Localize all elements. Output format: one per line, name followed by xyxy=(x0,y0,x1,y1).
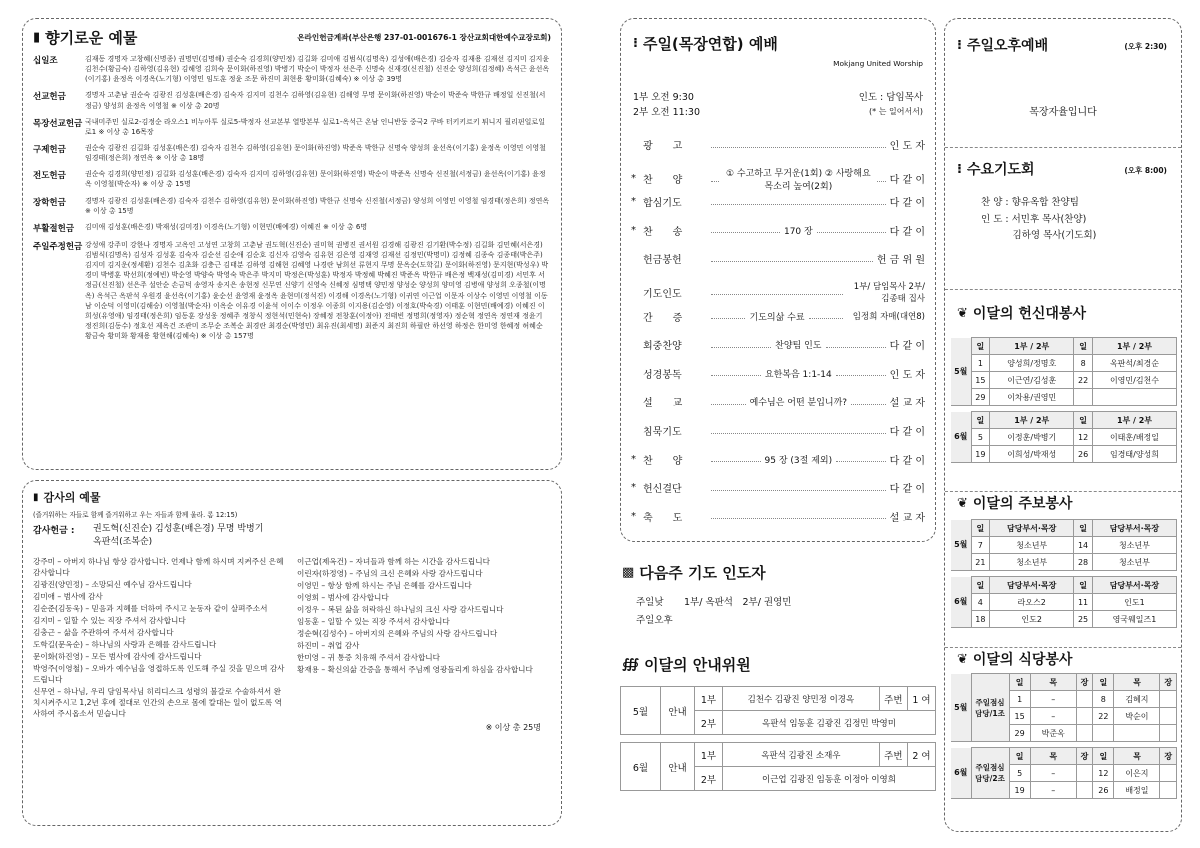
order-leader: 다 같 이 xyxy=(889,455,925,467)
grid-cell: 박준옥 xyxy=(1030,725,1076,742)
meal-sub: 담당/2조 xyxy=(975,774,1005,783)
grid-month: 5월 xyxy=(951,338,971,406)
grid-cell xyxy=(1114,725,1160,742)
thanks-item: 김순준(김동욱) – 믿음과 지혜를 더하여 주시고 눈동자 같이 살펴주소서 xyxy=(33,604,268,614)
order-title: 합심기도 xyxy=(643,198,682,210)
grid-cell: 22 xyxy=(1093,708,1114,725)
grid-header xyxy=(951,520,1177,537)
grid-header xyxy=(951,674,1177,691)
grid-cell: 15 xyxy=(971,372,990,389)
leaf-icon: ❦ xyxy=(957,305,968,321)
usher-part: 2부 xyxy=(695,767,723,791)
order-title: 찬 송 xyxy=(643,226,683,238)
offering-row xyxy=(33,222,551,234)
right-column xyxy=(944,18,1182,832)
grid-cell: 청소년부 xyxy=(1092,554,1176,571)
order-leader: 인 도 자 xyxy=(889,141,925,152)
order-leader: 1부/ 담임목사 2부/ 김종태 집사 xyxy=(853,282,925,304)
order-leader: 다 같 이 xyxy=(889,198,925,210)
grid-cell: 26 xyxy=(1093,782,1114,799)
order-row xyxy=(631,137,925,152)
grid-header-cell: 담당부서·목장 xyxy=(990,520,1074,537)
usher-week-label: 주번 xyxy=(879,687,907,711)
usher-part: 1부 xyxy=(695,743,723,767)
thanks-headline-text: 권도혁(신진순) 김성훈(배은경) 무명 박병기 옥판석(조복순) xyxy=(93,524,264,547)
wednesday-line: 찬 양 : 향유옥합 찬양팀 xyxy=(981,197,1079,208)
leaf-icon: ❦ xyxy=(957,495,968,511)
grid-header-cell: 일 xyxy=(1074,338,1093,355)
usher-week-count: 1 여 xyxy=(907,687,935,711)
afternoon-time: (오후 2:30) xyxy=(1124,42,1167,51)
offering-row xyxy=(33,117,551,137)
service-time-1: 1부 오전 9:30 xyxy=(633,92,694,103)
grid-header-cell: 장 xyxy=(1160,674,1177,691)
thanks-item: 이영희 – 범사에 감사합니다 xyxy=(297,593,389,603)
grid-cell: 4 xyxy=(971,594,990,611)
grid-cell: 22 xyxy=(1074,372,1093,389)
stand-mark: * xyxy=(631,173,636,185)
bulletin-table xyxy=(951,519,1177,634)
grid-row xyxy=(951,594,1177,611)
order-row xyxy=(631,251,925,266)
grid-header-cell: 일 xyxy=(1074,577,1093,594)
usher-role: 안내 xyxy=(661,687,695,735)
stand-mark: * xyxy=(631,196,636,208)
thanks-item: 김충근 – 삶을 주관하여 주셔서 감사합니다 xyxy=(33,628,174,638)
grid-cell: 29 xyxy=(1009,725,1030,742)
grid-cell xyxy=(1076,691,1093,708)
prayer-label-sunday: 주일낮 xyxy=(636,597,664,608)
wednesday-time: (오후 8:00) xyxy=(1124,166,1167,175)
offering-row xyxy=(33,90,551,110)
thanks-item: 임동훈 – 일할 수 있는 직장 주셔서 감사합니다 xyxy=(297,617,450,627)
order-title: 광 고 xyxy=(643,141,683,152)
grid-cell: – xyxy=(1030,782,1076,799)
order-row xyxy=(631,480,925,495)
prayer-text-sunday: 1부/ 옥판석 2부/ 권영민 xyxy=(684,597,792,608)
thanks-item: 이린자(하정영) – 주님의 크신 은혜와 사랑 감사드립니다 xyxy=(297,569,483,579)
grid-cell: 옥판석/최경순 xyxy=(1092,355,1176,372)
grid-cell: 이차용/권영민 xyxy=(990,389,1074,406)
grid-cell: 12 xyxy=(1093,765,1114,782)
usher-month: 6월 xyxy=(621,743,661,791)
usher-part: 1부 xyxy=(695,687,723,711)
thanks-item: 김광진(양민정) – 소망되신 예수님 감사드립니다 xyxy=(33,580,192,590)
usher-week-count: 2 여 xyxy=(907,743,935,767)
grid-row xyxy=(951,537,1177,554)
order-leader: 다 같 이 xyxy=(889,484,925,496)
thanks-item: 도학길(문옥순) – 하나님의 사랑과 은혜를 감사드립니다 xyxy=(33,640,217,650)
grid-header-cell: 일 xyxy=(971,520,990,537)
grid-cell: 5 xyxy=(971,429,990,446)
grid-cell: 14 xyxy=(1074,537,1093,554)
meal-sub: 담당/1조 xyxy=(975,708,1005,718)
meal-label: 주일점심 xyxy=(975,763,1005,772)
dedication-table xyxy=(951,337,1177,469)
offering-label: 부활절헌금 xyxy=(33,223,75,234)
grid-cell: – xyxy=(1030,691,1076,708)
grid-cell: 5 xyxy=(1009,765,1030,782)
grid-row xyxy=(951,389,1177,406)
stand-mark: * xyxy=(631,224,636,236)
stand-mark: * xyxy=(631,510,636,522)
grid-cell xyxy=(1160,725,1177,742)
cafeteria-table xyxy=(951,673,1177,805)
grid-header-cell: 일 xyxy=(1009,748,1030,765)
offering-names: 강성애 강주미 강한나 경명자 고옥인 고성연 고창희 고춘남 권도혁(신진순) 권미혁 권병진 권서원 김경해 김광진 김기환(박수정) 김길화 김민혜(서은경) 김범식(김명옥) 김성자 김성훈 김숙자 김순선 김순애 김순호 김신자 김영숙 김유현 김은영 김재영 김재선 김정민(박명미) 김정혜 김종숙 김종태(박은주) 김지미 김지운(정세환) 김천수 김초화 김충근 김태분 김하영 김해현 김혜영 나경란 남희선 류현지 무명 문옥순(도학길) 문이화(하진영) 문지현(박성우) 박경미 박병훈 박선희(정예빈) 박순영 박양숙 박영숙 박은주 박지미 박정은(박성훈) 박정자 박정혜 박혜진 박준옥 박한규 배은정 백재성(김미경) 서민후 서정금(신진철) 선은주 설안순 손금덕 송영자 송지은 송현정 신무연 신양기 신영숙 신혜정 심명택 양민정 양성순 양성희 양미영 김병애 양성희 오종철(이명옥) 옥석근 옥판석 우원경 윤선옥(이기홍) 윤순선 윤영재 윤정옥 윤현미(정석진) 이경해 이경옥(노기형) 이귀연 이근업 이문자 이상수 이영민 이영철 이동남 이순덕 이영미(김해승) 이영철(박순자) 이옥순 이유경 이윤석 이이수 이정우 이종희 이지용(김순영) 이정호(박숙경) 이태훈 이현민(배예경) 이혜진 이희성(유영애) 임경태(정은희) 임동훈 장성웅 정혜주 정창식 정현석(민현숙) 장혜정 전창훈(이정아) 전태빈 정명희(정영자) 정순혁 정연옥 정연재 정윤기 정진희(김동수) 정호선 제옥건 조관미 조무순 조복순 최경란 최경순(박영민) 최유진(최세명) 최준지 최진희 하필란 하선영 하정은 한미영 한혜정 허혜순 황금숙 황미화 황재용 황현해(김혜숙) ※ 이상 총 157명 xyxy=(85,240,549,341)
grid-cell: 인도1 xyxy=(1092,594,1176,611)
offering-names: 김재동 경명자 고창혜(신명종) 권명민(김명해) 권순숙 김경희(양민정) 김길화 김미애 김범식(김명옥) 김성애(배은경) 김승자 김재용 김재선 김지미 김지윤 김천수(황금숙) 김하영(김유현) 김해영 김희숙 문이화(하진영) 박병기 박순이 박정자 선은주 신명숙 신재경(신진철) 신진순 양성희(김정혜) 옥석근 윤선옥(이기홍) 윤정옥 이경옥(노기형) 이영민 임도훈 정윤 조문 하진미 최현용 황미화(김혜숙) ※ 이상 총 39명 xyxy=(85,55,550,84)
offering-names: 경명자 김광진 김성훈(배은경) 김숙자 김천수 김하영(김유현) 문이화(하진영) 박한규 신명숙 신진철(서정금) 양성희 이영민 이영철 임경태(정은희) 정연옥 ※ 이상 총 15명 xyxy=(85,196,550,215)
section-marker-icon: ▮ xyxy=(33,491,39,503)
sunday-subtitle: Mokjang United Worship xyxy=(833,59,923,68)
grid-cell: 라오스2 xyxy=(990,594,1074,611)
grid-cell: 이정훈/박병기 xyxy=(990,429,1074,446)
thanks-subtitle: (즐거워하는 자들로 함께 즐거워하고 우는 자들과 함께 울라. 롬 12:15) xyxy=(33,511,238,519)
usher-names: 김천수 김광진 양민정 이경옥 xyxy=(723,687,880,711)
order-title: 기도인도 xyxy=(643,288,682,300)
thanks-item: 이영민 – 항상 함께 하시는 주님 은혜를 감사드립니다 xyxy=(297,581,472,591)
order-detail: 요한복음 1:1-14 xyxy=(764,369,832,380)
grid-cell: – xyxy=(1030,708,1076,725)
grid-row xyxy=(951,446,1177,463)
order-row xyxy=(631,337,925,352)
order-row xyxy=(631,423,925,438)
thanks-section xyxy=(22,480,562,826)
grid-cell xyxy=(1093,725,1114,742)
grid-header xyxy=(951,338,1177,355)
grid-header-cell: 장 xyxy=(1076,748,1093,765)
grid-cell xyxy=(1160,708,1177,725)
grid-cell xyxy=(1076,765,1093,782)
thanks-item: 이근업(제옥건) – 자녀들과 함께 하는 시간을 감사드립니다 xyxy=(297,557,490,567)
order-row xyxy=(631,366,925,381)
service-leader: 인도 : 담임목사 xyxy=(858,92,923,103)
dedication-title: 이달의 헌신대봉사 xyxy=(972,306,1086,322)
grid-header-cell: 1부 / 2부 xyxy=(990,338,1074,355)
order-detail: 찬양팀 인도 xyxy=(775,341,822,352)
order-leader: 임정희 자매(대연8) xyxy=(852,312,925,323)
grid-header-cell: 일 xyxy=(971,338,990,355)
grid-cell: 이영민/김천수 xyxy=(1092,372,1176,389)
grid-cell xyxy=(1076,725,1093,742)
prayer-label-afternoon: 주일오후 xyxy=(636,615,673,627)
grid-header-cell: 담당부서·목장 xyxy=(1092,577,1176,594)
order-row xyxy=(631,509,925,524)
bulletin-title: 이달의 주보봉사 xyxy=(972,496,1073,512)
offering-row xyxy=(33,54,551,84)
afternoon-text: 목장자율입니다 xyxy=(1029,107,1097,118)
grid-cell xyxy=(1160,782,1177,799)
offering-names: 경명자 고춘남 권순숙 김광진 김성훈(배은경) 김숙자 김지미 김천수 김하영(김유현) 김해영 무명 문이화(하진영) 박순이 박준숙 박한규 배정일 신진철(서정금) 양성희 윤정옥 이영철 ※ 이상 총 20명 xyxy=(85,91,546,110)
order-row xyxy=(631,166,925,192)
grid-cell: 청소년부 xyxy=(990,554,1074,571)
grid-header xyxy=(951,748,1177,765)
grid-header xyxy=(951,577,1177,594)
order-leader: 설 교 자 xyxy=(889,398,926,410)
thanks-item: 하진미 – 취업 감사 xyxy=(297,641,360,651)
usher-table xyxy=(620,686,936,791)
section-marker-icon: ⁝ xyxy=(957,161,962,177)
next-prayer-section xyxy=(620,548,936,638)
order-leader: 다 같 이 xyxy=(889,341,925,353)
grid-cell: 8 xyxy=(1093,691,1114,708)
grid-cell xyxy=(1092,389,1176,406)
grid-row xyxy=(951,372,1177,389)
thanks-item: 김지미 – 일할 수 있는 직장 주셔서 감사합니다 xyxy=(33,616,186,626)
usher-names: 옥판석 임동훈 김광진 김정민 박영미 xyxy=(723,711,936,735)
offering-label: 선교헌금 xyxy=(33,92,66,103)
grid-header-cell: 일 xyxy=(1074,412,1093,429)
grid-cell: 26 xyxy=(1074,446,1093,463)
usher-names: 이근업 김광진 임동훈 이정아 이영희 xyxy=(723,767,936,791)
grid-row xyxy=(951,355,1177,372)
grid-cell: 임경태/양성희 xyxy=(1092,446,1176,463)
grid-month: 6월 xyxy=(951,748,971,799)
grid-cell: 영국웨일즈1 xyxy=(1092,611,1176,628)
offering-section xyxy=(22,18,562,470)
grid-cell: 18 xyxy=(971,611,990,628)
offering-names: 김미애 김성훈(배은경) 박재성(김미경) 이경옥(노기형) 이현민(배예경) 이혜진 ※ 이상 총 6명 xyxy=(85,222,368,231)
grid-row xyxy=(951,554,1177,571)
grid-cell: 1 xyxy=(971,355,990,372)
offering-row xyxy=(33,240,551,341)
grid-header-cell: 장 xyxy=(1076,674,1093,691)
grid-cell: 김혜지 xyxy=(1114,691,1160,708)
order-row xyxy=(631,194,925,209)
wednesday-line: 김하영 목사(기도회) xyxy=(981,230,1097,242)
offering-names: 권순숙 김경희(양민정) 김길화 김성훈(배은경) 김숙자 김지미 김하영(김유현) 문이화(하진영) 박순이 박준옥 신명숙 신진철(서정금) 윤선옥(이기홍) 윤정옥 이영철(박순자) ※ 이상 총 15명 xyxy=(85,170,546,189)
grid-cell: 12 xyxy=(1074,429,1093,446)
thanks-item: 이정우 – 복된 삶을 허락하신 하나님의 크신 사랑 감사드립니다 xyxy=(297,605,504,615)
grid-cell: 7 xyxy=(971,537,990,554)
meal-label: 주일점심 xyxy=(975,697,1005,707)
wednesday-title: 수요기도회 xyxy=(966,162,1035,178)
grid-header-cell: 담당부서·목장 xyxy=(1092,520,1176,537)
grid-cell xyxy=(1160,691,1177,708)
grid-header-cell: 장 xyxy=(1160,748,1177,765)
grid-cell xyxy=(1076,782,1093,799)
order-leader: 다 같 이 xyxy=(889,226,926,238)
stand-mark: * xyxy=(631,453,636,465)
offering-list xyxy=(33,54,551,341)
order-title: 헌신결단 xyxy=(643,484,682,496)
section-marker-icon: ⁝ xyxy=(957,37,962,53)
offering-label: 전도헌금 xyxy=(33,171,66,182)
grid-cell: 11 xyxy=(1074,594,1093,611)
offering-label: 십일조 xyxy=(33,56,58,66)
grid-cell: 인도2 xyxy=(990,611,1074,628)
order-leader: 다 같 이 xyxy=(889,427,925,438)
offering-label: 주일주정헌금 xyxy=(33,241,83,252)
service-time-2: 2부 오전 11:30 xyxy=(633,106,700,118)
grid-header-cell: 일 xyxy=(971,577,990,594)
order-title: 찬 양 xyxy=(643,455,683,467)
grid-cell: 이태훈/배정일 xyxy=(1092,429,1176,446)
offering-names: 국내미주민 실로2-김정순 라오스1 비누아투 실로5-박정자 선교본부 열방본부 실로1-옥석근 온남 인니반둥 중국2 쿠바 터키키르키 튀니지 필리핀일로일로1 ※ 이상 총 16목장 xyxy=(85,117,545,136)
grid-cell: 이근연/김성훈 xyxy=(990,372,1074,389)
grid-cell: 19 xyxy=(971,446,990,463)
grid-cell: 청소년부 xyxy=(1092,537,1176,554)
offering-label: 장학헌금 xyxy=(33,197,66,208)
order-detail: 95 장 (3절 제외) xyxy=(764,455,833,466)
offering-label: 구제헌금 xyxy=(33,144,66,155)
grid-cell: 19 xyxy=(1009,782,1030,799)
order-title: 설 교 xyxy=(643,398,683,410)
order-detail: 예수님은 어떤 분입니까? xyxy=(749,398,848,409)
order-row xyxy=(631,223,925,238)
wednesday-line: 인 도 : 서민후 목사(찬양) xyxy=(981,213,1087,225)
grid-cell: 8 xyxy=(1074,355,1093,372)
grid-month: 6월 xyxy=(951,577,971,628)
section-marker-icon: ▩ xyxy=(622,565,635,580)
thanks-item: 김미애 – 범사에 감사 xyxy=(33,592,103,602)
thanks-item: 문이화(하진영) – 모든 범사에 감사에 감사드립니다 xyxy=(33,652,202,662)
usher-month: 5월 xyxy=(621,687,661,735)
grid-cell: 25 xyxy=(1074,611,1093,628)
offering-row xyxy=(33,169,551,189)
order-leader: 인 도 자 xyxy=(889,369,926,381)
grid-cell xyxy=(1076,708,1093,725)
grid-header-cell: 일 xyxy=(1074,520,1093,537)
usher-names: 옥판석 김광진 소재우 xyxy=(723,743,880,767)
grid-header-cell: 일 xyxy=(1093,748,1114,765)
section-marker-icon: ▮ xyxy=(33,30,41,45)
order-leader: 다 같 이 xyxy=(889,175,925,187)
thanks-item: 정순혁(김성수) – 아버지의 은혜와 주님의 사랑 감사드립니다 xyxy=(297,629,498,639)
order-detail: 170 장 xyxy=(783,226,813,237)
ushers-section xyxy=(620,644,936,830)
offering-row xyxy=(33,143,551,163)
ushers-title: 이달의 안내위원 xyxy=(644,656,751,674)
grid-month: 5월 xyxy=(951,520,971,571)
stand-mark: * xyxy=(631,482,636,494)
grid-header-cell: 1부 / 2부 xyxy=(990,412,1074,429)
grid-cell: 29 xyxy=(971,389,990,406)
grid-cell: 28 xyxy=(1074,554,1093,571)
grid-cell: 양성희/정명호 xyxy=(990,355,1074,372)
cafeteria-title: 이달의 식당봉사 xyxy=(972,652,1073,668)
thanks-left-column xyxy=(33,556,287,720)
order-title: 성경봉독 xyxy=(643,369,682,381)
grid-header-cell: 목 xyxy=(1030,674,1076,691)
order-leader: 헌 금 위 원 xyxy=(876,255,925,267)
grid-cell: – xyxy=(1030,765,1076,782)
grid-header-cell: 일 xyxy=(971,412,990,429)
grid-row xyxy=(951,611,1177,628)
section-marker-icon: ⁝ xyxy=(633,36,638,51)
thanks-item: 황재용 – 확신의삶 간증을 통해서 주님께 영광돌리게 하심을 감사합니다 xyxy=(297,665,533,675)
leaf-icon: ❦ xyxy=(957,651,968,667)
thanks-item: 신무연 – 하나님, 우리 담임목사님 히리디스크 성령의 불갈로 수술하셔서 완치시켜주시고 1,2년 후에 절대로 인간의 손으로 몸에 칼대는 일이 없도록 역사하여 주시옵소서 믿습니다 xyxy=(33,687,282,719)
order-detail: ① 수고하고 무거운(1회) ② 사랑해요 목소리 높여(2회) xyxy=(725,168,871,192)
thanks-title: 감사의 예물 xyxy=(43,491,101,504)
grid-cell: 이은지 xyxy=(1114,765,1160,782)
thanks-total: ※ 이상 총 25명 xyxy=(485,723,541,732)
grid-month: 5월 xyxy=(951,674,971,742)
standing-note: (* 는 일어서서) xyxy=(869,106,923,116)
offering-names: 권순숙 김광진 김길화 김성훈(배은경) 김숙자 김천수 김하영(김유현) 문이화(하진영) 박준옥 박한규 신명숙 양성희 윤선옥(이기홍) 윤정옥 이영민 이영철 임경태(정은희) 정연옥 ※ 이상 총 18명 xyxy=(85,143,546,163)
grid-month: 6월 xyxy=(951,412,971,463)
order-row xyxy=(631,394,925,409)
next-prayer-title: 다음주 기도 인도자 xyxy=(639,564,766,582)
grid-cell: 청소년부 xyxy=(990,537,1074,554)
grid-header-cell: 일 xyxy=(1093,674,1114,691)
grid-label xyxy=(971,748,1009,799)
grid-header-cell: 목 xyxy=(1114,674,1160,691)
grid-cell: 1 xyxy=(1009,691,1030,708)
order-title: 헌금봉헌 xyxy=(643,255,682,267)
order-title: 축 도 xyxy=(643,512,683,524)
usher-role: 안내 xyxy=(661,743,695,791)
order-title: 찬 양 xyxy=(643,175,683,187)
grid-cell: 박순이 xyxy=(1114,708,1160,725)
section-marker-icon: ∰ xyxy=(622,657,640,672)
offering-label: 목장선교헌금 xyxy=(33,118,83,129)
order-title: 침묵기도 xyxy=(643,427,682,438)
grid-cell xyxy=(1160,765,1177,782)
usher-row xyxy=(621,687,936,711)
thanks-right-column xyxy=(297,556,551,720)
grid-cell: 15 xyxy=(1009,708,1030,725)
grid-header-cell: 1부 / 2부 xyxy=(1092,338,1176,355)
thanks-item: 박영주(이영철) – 오바가 예수님을 영접하도록 인도해 주실 것을 믿으며 감사드립니다 xyxy=(33,664,285,685)
sunday-worship-section xyxy=(620,18,936,542)
sunday-title: 주일(목장연합) 예배 xyxy=(642,35,778,53)
order-title: 간 증 xyxy=(643,312,683,324)
offering-account: 온라인헌금계좌(부산은행 237-01-001676-1 장산교회대한예수교장로회) xyxy=(297,33,551,42)
offering-row xyxy=(33,196,551,216)
grid-header-cell: 목 xyxy=(1030,748,1076,765)
grid-header xyxy=(951,412,1177,429)
grid-header-cell: 1부 / 2부 xyxy=(1092,412,1176,429)
order-title: 회중찬양 xyxy=(643,341,682,353)
order-row xyxy=(631,280,925,304)
usher-part: 2부 xyxy=(695,711,723,735)
grid-header-cell: 목 xyxy=(1114,748,1160,765)
grid-cell: 21 xyxy=(971,554,990,571)
thanks-item: 한미영 – 귀 통증 치유해 주셔서 감사합니다 xyxy=(297,653,440,663)
order-row xyxy=(631,309,925,324)
afternoon-title: 주일오후예배 xyxy=(966,38,1049,54)
grid-row xyxy=(951,429,1177,446)
usher-week-label: 주번 xyxy=(879,743,907,767)
grid-label xyxy=(971,674,1009,742)
order-leader: 설 교 자 xyxy=(889,512,925,524)
grid-header-cell: 담당부서·목장 xyxy=(990,577,1074,594)
order-detail: 기도의삶 수료 xyxy=(749,312,805,323)
grid-cell xyxy=(1074,389,1093,406)
grid-cell: 배정일 xyxy=(1114,782,1160,799)
thanks-item: 강주미 – 아버지 하나님 항상 감사합니다. 언제나 함께 하시며 지켜주신 은혜 감사합니다 xyxy=(33,557,284,578)
grid-header-cell: 일 xyxy=(1009,674,1030,691)
grid-cell: 이희성/박재성 xyxy=(990,446,1074,463)
offering-title: 향기로운 예물 xyxy=(45,29,138,47)
order-row xyxy=(631,452,925,467)
usher-row xyxy=(621,743,936,767)
thanks-headline-label: 감사헌금 : xyxy=(33,526,75,536)
